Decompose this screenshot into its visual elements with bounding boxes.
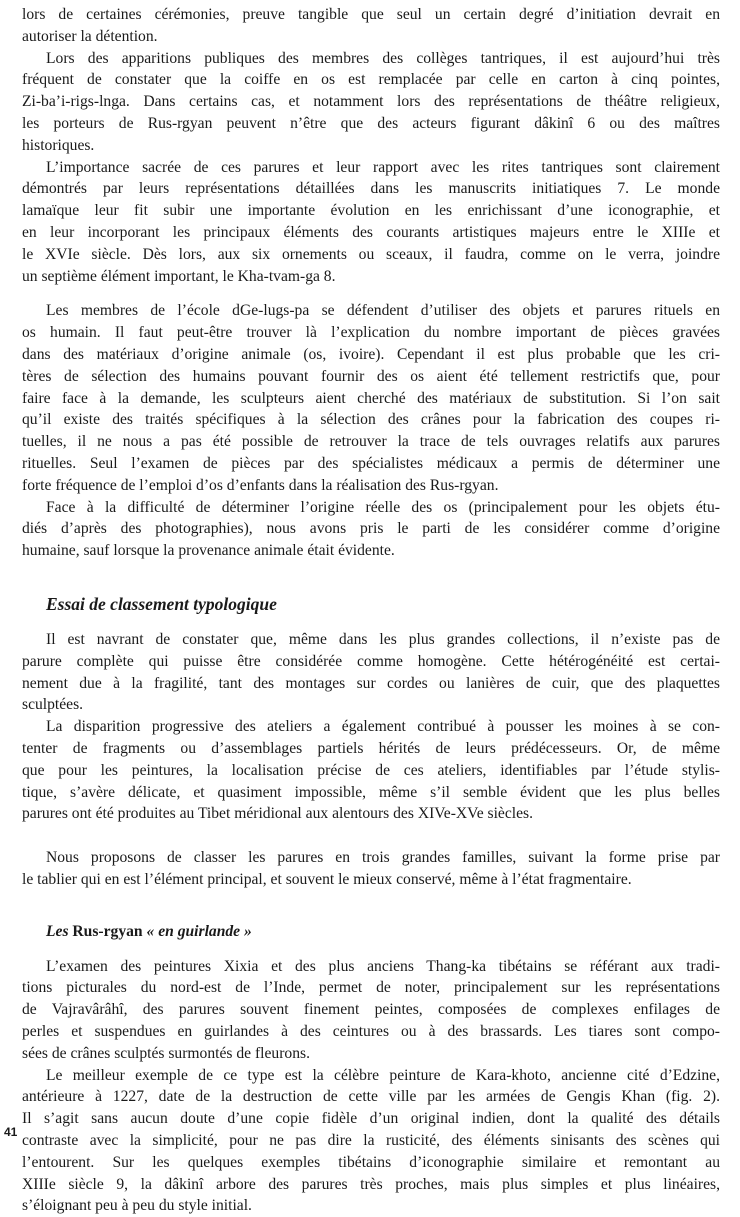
text-line: lamaïque leur fit subir une importante évolution en les enrichissant d’une iconographie, et bbox=[22, 202, 720, 220]
text-line: antérieure à 1227, date de la destruction de cette ville par les armées de Gengis Khan (fig. 2). bbox=[22, 1088, 720, 1106]
text-line: que pour les peintures, la localisation précise de ces ateliers, identifiables par l’étude stylis- bbox=[22, 761, 720, 779]
text-line: Il est navrant de constater que, même dans les plus grandes collections, il n’existe pas de bbox=[46, 630, 720, 648]
text-line: parures ont été produites au Tibet méridional aux alentours des XIVe-XVe siècles. bbox=[22, 805, 533, 823]
paragraph bbox=[22, 956, 720, 1065]
text-line: le XVIe siècle. Dès lors, aux six ornements ou sceaux, il faudra, comme on le verra, joindre bbox=[22, 245, 720, 263]
paragraph bbox=[22, 847, 720, 891]
text-line: qu’il existe des traités spécifiques à la sélection des crânes pour la fabrication des coupes ri- bbox=[22, 411, 720, 429]
text-line: Il s’agit sans aucun doute d’une copie fidèle d’un original indien, dont la qualité des détails bbox=[22, 1110, 720, 1128]
text-line: le tablier qui en est l’élément principal, et souvent le mieux conservé, même à l’état fragmentaire. bbox=[22, 870, 632, 888]
text-line: rituelles. Seul l’examen de pièces par des spécialistes médicaux a permis de déterminer une bbox=[22, 454, 720, 472]
text-line: tique, s’avère délicate, et quasiment impossible, même s’il semble évident que les plus belles bbox=[22, 783, 720, 801]
text-line: tenter de fragments ou d’assemblages partiels hérités de leurs prédécesseurs. Or, de même bbox=[22, 739, 720, 757]
text-line: faire face à la demande, les sculpteurs aient cherché des matériaux de substitution. Si l’on sait bbox=[22, 389, 720, 407]
text-line: contraste avec la simplicité, pour ne pas dire la rusticité, des éléments sinisants des scènes qui bbox=[22, 1132, 720, 1150]
section-gap bbox=[22, 616, 720, 629]
text-line: l’entourent. Sur les quelques exemples tibétains d’iconographie similaire et remontant au bbox=[22, 1153, 720, 1171]
text-line: Nous proposons de classer les parures en trois grandes familles, suivant la forme prise par bbox=[46, 849, 720, 867]
text-line: les porteurs de Rus-rgyan peuvent n’être que des acteurs figurant dâkinî 6 ou des maîtres bbox=[22, 114, 720, 132]
paragraph bbox=[22, 157, 720, 288]
paragraph bbox=[22, 300, 720, 496]
text-line: historiques. bbox=[22, 136, 95, 154]
paragraph bbox=[22, 1065, 720, 1217]
section-gap bbox=[22, 562, 720, 592]
paragraph bbox=[22, 629, 720, 716]
text-line: Les membres de l’école dGe-lugs-pa se défendent d’utiliser des objets et parures rituels en bbox=[46, 302, 720, 320]
text-line: parure complète qui puisse être considérée comme homogène. Cette hétérogénéité est certai- bbox=[22, 652, 720, 670]
text-line: fréquent de constater que la coiffe en os est remplacée par celle en carton à cinq pointes, bbox=[22, 71, 720, 89]
text-line: XIIIe siècle 9, la dâkinî arbore des parures très proches, mais plus simples et plus linéaires, bbox=[22, 1175, 720, 1193]
section-gap bbox=[22, 891, 720, 921]
section-title: Essai de classement typologique bbox=[46, 593, 277, 614]
text-line: lors de certaines cérémonies, preuve tangible que seul un certain degré d’initiation devrait en bbox=[22, 6, 720, 23]
paragraph-gap bbox=[22, 825, 720, 847]
text-line: de Vajravârâhî, des parures souvent finement peintes, composées de complexes enfilages de bbox=[22, 1001, 720, 1019]
paragraph bbox=[22, 48, 720, 157]
text-line: Le meilleur exemple de ce type est la célèbre peinture de Kara-khoto, ancienne cité d’Edzine, bbox=[46, 1066, 720, 1084]
text-line: tions picturales du nord-est de l’Inde, permet de noter, principalement sur les représentations bbox=[22, 979, 720, 997]
page-number: 41 bbox=[4, 1125, 18, 1139]
paragraph bbox=[22, 4, 720, 48]
text-line: L’examen des peintures Xixia et des plus anciens Thang-ka tibétains se référant aux tradi- bbox=[46, 957, 720, 975]
text-line: tères de sélection des humains pouvant fournir des os aient été tellement restrictifs que, pour bbox=[22, 367, 720, 385]
text-line: sées de crânes sculptés surmontés de fleurons. bbox=[22, 1044, 310, 1062]
paragraph bbox=[22, 716, 720, 825]
text-line: forte fréquence de l’emploi d’os d’enfants dans la réalisation des Rus-rgyan. bbox=[22, 476, 499, 494]
subsection-title bbox=[46, 921, 720, 943]
text-line: nement due à la fragilité, tant des montages sur cordes ou lanières de cuir, que des plaquettes bbox=[22, 674, 720, 692]
section-gap bbox=[22, 943, 720, 956]
subsection-title-name: Rus-rgyan bbox=[72, 922, 143, 940]
text-line: démontrés par leurs représentations détaillées dans les manuscrits initiatiques 7. Le monde bbox=[22, 180, 720, 198]
text-line: La disparition progressive des ateliers a également contribué à pousser les moines à se con- bbox=[46, 718, 720, 736]
text-line: diés d’après des photographies), nous avons pris le parti de les considérer comme d’origine bbox=[22, 520, 720, 538]
paragraph bbox=[22, 497, 720, 562]
subsection-title-prefix: Les bbox=[46, 922, 73, 940]
text-line: s’éloignant peu à peu du style initial. bbox=[22, 1197, 252, 1215]
text-line: Face à la difficulté de déterminer l’origine réelle des os (principalement pour les objets étu- bbox=[46, 498, 720, 516]
paragraph-gap bbox=[22, 287, 720, 300]
text-line: un septième élément important, le Kha-tvam-ga 8. bbox=[22, 267, 336, 285]
text-line: perles et suspendues en guirlandes à des ceintures ou à des brassards. Les tiares sont compo- bbox=[22, 1023, 720, 1041]
text-line: tuelles, il ne nous a pas été possible de retrouver la trace de tels ouvrages relatifs aux parures bbox=[22, 433, 720, 451]
text-line: dans des matériaux d’origine animale (os, ivoire). Cependant il est plus probable que les cri- bbox=[22, 345, 720, 363]
text-line: humaine, sauf lorsque la provenance animale était évidente. bbox=[22, 542, 395, 560]
subsection-title-suffix: « en guirlande » bbox=[146, 922, 252, 940]
text-line: sculptées. bbox=[22, 696, 84, 714]
document-page bbox=[22, 4, 720, 1217]
text-line: Lors des apparitions publiques des membres des collèges tantriques, il est aujourd’hui très bbox=[46, 49, 720, 67]
text-line: L’importance sacrée de ces parures et leur rapport avec les rites tantriques sont clairement bbox=[46, 158, 720, 176]
text-line: autoriser la détention. bbox=[22, 27, 158, 45]
text-line: os humain. Il faut peut-être trouver là l’explication du nombre important de pièces gravées bbox=[22, 324, 720, 342]
text-line: en leur incorporant les principaux éléments des courants artistiques majeurs entre le XIIIe et bbox=[22, 223, 720, 241]
text-line: Zi-ba’i-rigs-lnga. Dans certains cas, et notamment lors des représentations de théâtre religieux, bbox=[22, 93, 720, 111]
